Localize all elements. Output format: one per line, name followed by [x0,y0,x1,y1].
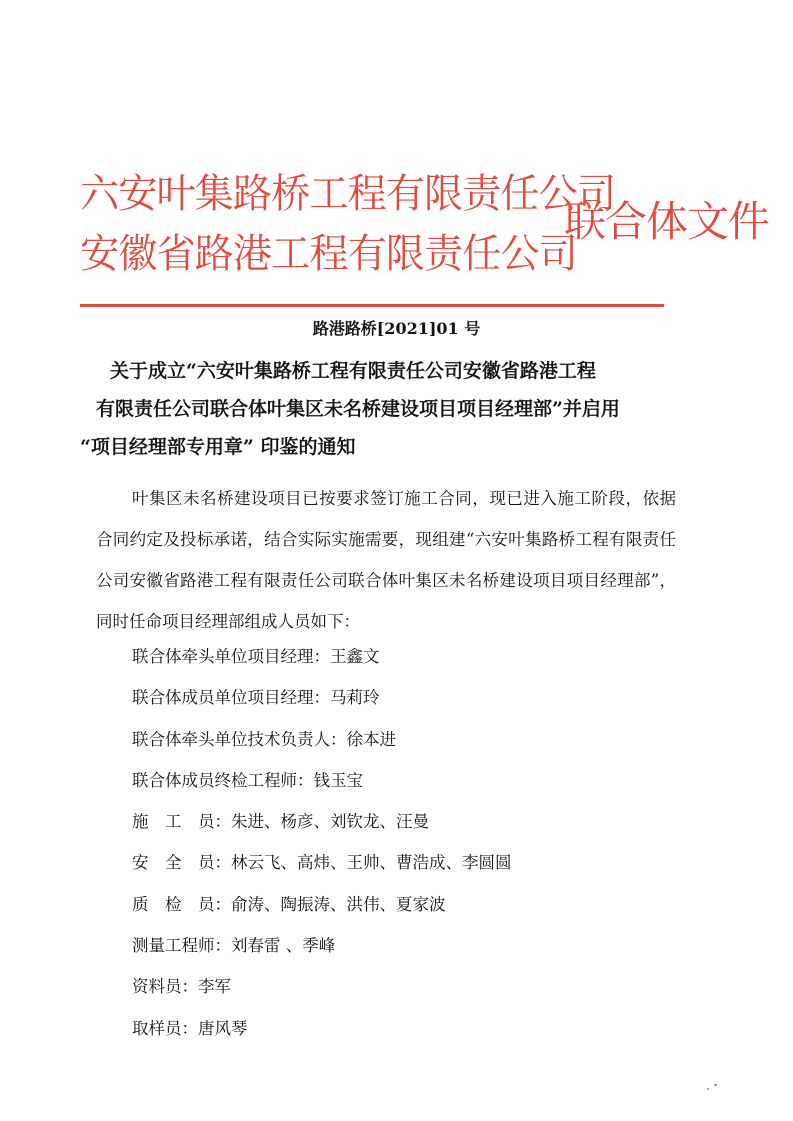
roster-item: 施 工 员：朱进、杨彦、刘钦龙、汪曼 [132,812,429,832]
body-paragraph: 叶集区未名桥建设项目已按要求签订施工合同，现已进入施工阶段，依据合同约定及投标承诺，结合实际实施需要，现组建“六安叶集路桥工程有限责任公司安徽省路港工程有限责任公司联合体叶集区未名桥建设项目项目经理部”，同时任命项目经理部组成人员如下： [96,489,676,631]
roster-item: 质 检 员：俞涛、陶振涛、洪伟、夏家波 [132,894,446,914]
letterhead-divider [80,304,664,307]
document-number: 路港路桥[2021]01 号 [312,319,481,338]
roster-item: 资料员：李军 [132,977,231,997]
roster-item: 联合体牵头单位项目经理：王鑫文 [132,647,380,666]
roster-item: 取样员：唐风琴 [132,1018,248,1038]
letterhead [80,164,770,288]
title-line-3: “项目经理部专用章” 印鉴的通知 [80,436,356,458]
letterhead-company-names [80,164,616,284]
scan-speck [707,1088,709,1090]
roster-item: 安 全 员：林云飞、高炜、王帅、曹浩成、李圆圆 [132,853,512,873]
roster-item: 联合体成员终检工程师：钱玉宝 [132,770,363,790]
roster-item: 联合体成员单位项目经理：马莉玲 [132,688,380,708]
document-body [96,478,676,642]
scan-speck [714,1084,717,1086]
document-title [80,352,680,466]
roster-item: 测量工程师：刘春雷 、季峰 [132,936,336,956]
roster-item: 联合体牵头单位技术负责人：徐本进 [132,729,396,749]
lead-company-name: 六安叶集路桥工程有限责任公司 [80,171,616,217]
title-line-1: 关于成立“六安叶集路桥工程有限责任公司安徽省路港工程 [110,360,596,382]
title-line-2: 有限责任公司联合体叶集区未名桥建设项目项目经理部”并启用 [96,398,620,420]
staff-roster [132,636,692,1049]
member-company-name: 安徽省路港工程有限责任公司 [80,231,577,277]
joint-document-label: 联合体文件 [564,197,770,246]
